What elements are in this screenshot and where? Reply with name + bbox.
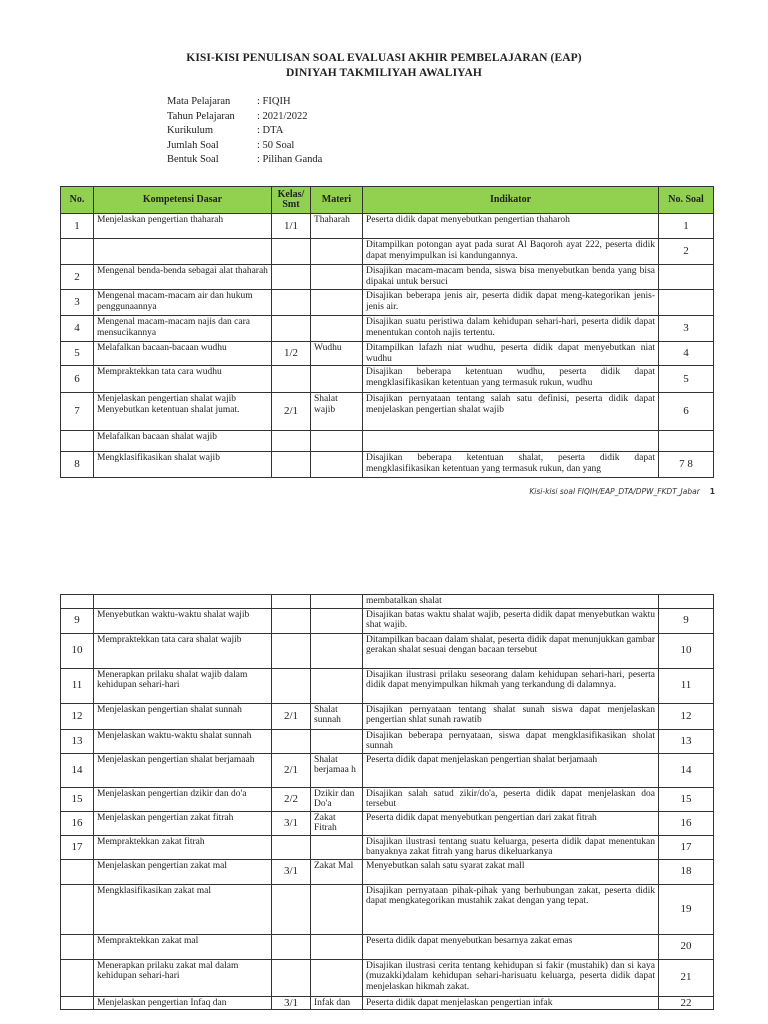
footer-text: Kisi-kisi soal FIQIH/EAP_DTA/DPW_FKDT_Jabar [529,487,700,496]
row-number: 2 [61,265,94,290]
row-number: 11 [61,668,94,703]
document-subtitle: DINIYAH TAKMILIYAH AWALIYAH [286,67,482,79]
indikator-cell: Disajikan ilustrasi prilaku seseorang dalam kehidupan sehari-hari, peserta didik dapat menyimpulkan hikmah yang terkandung di dalamnya. [363,668,659,703]
no-soal-cell: 1 [659,214,714,239]
materi-cell [311,668,363,703]
kelas-smt-cell [272,959,311,996]
no-soal-cell: 4 [659,342,714,366]
kompetensi-dasar-cell [94,239,272,265]
row-number: 8 [61,452,94,478]
kelas-smt-cell [272,835,311,859]
indikator-cell: Disajikan batas waktu shalat wajib, peserta didik dapat menyebutkan waktu shat wajib. [363,608,659,633]
page-number: 1 [709,487,715,496]
row-number [61,859,94,884]
header-no-soal: No. Soal [659,187,714,214]
header-materi: Materi [311,187,363,214]
kelas-smt-cell [272,633,311,668]
kelas-smt-cell [272,729,311,753]
no-soal-cell: 6 [659,393,714,431]
row-number: 13 [61,729,94,753]
info-row [167,95,322,110]
row-number [61,239,94,265]
info-value: : Pilihan Ganda [257,154,323,166]
kelas-smt-cell [272,884,311,934]
materi-cell [311,959,363,996]
kelas-smt-cell [272,608,311,633]
kompetensi-dasar-cell [94,595,272,609]
no-soal-cell: 3 [659,316,714,342]
header-no: No. [61,187,94,214]
indikator-cell: Menyebutkan salah satu syarat zakat mall [363,859,659,884]
materi-cell: Thaharah [311,214,363,239]
kelas-smt-cell: 1/2 [272,342,311,366]
no-soal-cell: 19 [659,884,714,934]
materi-cell [311,835,363,859]
kompetensi-dasar-cell: Mengenal macam-macam najis dan cara mensucikannya [94,316,272,342]
materi-cell [311,884,363,934]
row-number: 9 [61,608,94,633]
kelas-smt-cell [272,934,311,959]
document-title: KISI-KISI PENULISAN SOAL EVALUASI AKHIR PEMBELAJARAN (EAP) [186,52,582,64]
info-row [167,139,322,154]
indikator-cell: Peserta didik dapat menyebutkan pengertian dari zakat fitrah [363,811,659,835]
kompetensi-dasar-cell: Menyebutkan waktu-waktu shalat wajib [94,608,272,633]
kelas-smt-cell [272,595,311,609]
info-label: Kurikulum [167,125,214,137]
indikator-cell: Peserta didik dapat menyebutkan besarnya zakat emas [363,934,659,959]
table-row [61,452,714,478]
materi-cell [311,934,363,959]
info-value: : 2021/2022 [257,110,308,122]
table-row [61,214,714,239]
kompetensi-dasar-cell: Mengenal macam-macam air dan hukum penggunaannya [94,290,272,316]
table-row [61,342,714,366]
kelas-smt-cell: 2/2 [272,787,311,811]
materi-cell [311,316,363,342]
table-row [61,811,714,835]
info-value: : DTA [257,125,284,137]
indikator-cell: Disajikan ilustrasi cerita tentang kehidupan si fakir (mustahik) dan si kaya (muzakki)dalam kehidupan sehari-harisuatu keluarga, peserta didik dapat menjelaskan hikmah zakat. [363,959,659,996]
info-row [167,124,322,139]
kompetensi-dasar-cell: Mengklasifikasikan zakat mal [94,884,272,934]
kompetensi-dasar-cell: Menjelaskan pengertian shalat berjamaah [94,753,272,787]
materi-cell: Dzikir dan Do'a [311,787,363,811]
table-row [61,729,714,753]
kelas-smt-cell [272,452,311,478]
materi-cell: Shalat wajib [311,393,363,431]
indikator-cell: Ditampilkan bacaan dalam shalat, peserta didik dapat menunjukkan gambar gerakan shalat sesuai dengan bacaan tersebut [363,633,659,668]
no-soal-cell: 20 [659,934,714,959]
materi-cell: Shalat berjamaa h [311,753,363,787]
no-soal-cell [659,595,714,609]
indikator-cell: Disajikan ilustrasi tentang suatu keluarga, peserta didik dapat menentukan banyaknya zakat fitrah yang harus dikeluarkanya [363,835,659,859]
row-number: 7 [61,393,94,431]
materi-cell: Zakat Fitrah [311,811,363,835]
header-indikator: Indikator [363,187,659,214]
table-row [61,668,714,703]
materi-cell [311,608,363,633]
no-soal-cell: 22 [659,996,714,1010]
kompetensi-dasar-cell: Melafalkan bacaan shalat wajib [94,431,272,452]
info-row [167,153,322,168]
table-row [61,959,714,996]
no-soal-cell: 14 [659,753,714,787]
kisi-kisi-table-page2 [60,594,714,1010]
kompetensi-dasar-cell: Menjelaskan pengertian thaharah [94,214,272,239]
row-number: 5 [61,342,94,366]
indikator-cell: Disajikan beberapa pernyataan, siswa dapat mengklasifikasikan sholat sunnah [363,729,659,753]
kelas-smt-cell: 3/1 [272,859,311,884]
table-row [61,608,714,633]
kelas-smt-cell: 3/1 [272,996,311,1010]
kelas-smt-cell [272,366,311,393]
kompetensi-dasar-cell: Menerapkan prilaku zakat mal dalam kehidupan sehari-hari [94,959,272,996]
kompetensi-dasar-cell: Menerapkan prilaku shalat wajib dalam kehidupan sehari-hari [94,668,272,703]
materi-cell: Infak dan [311,996,363,1010]
materi-cell [311,366,363,393]
table-row [61,633,714,668]
row-number: 10 [61,633,94,668]
kelas-smt-cell [272,431,311,452]
row-number: 6 [61,366,94,393]
no-soal-cell [659,290,714,316]
indikator-cell: Peserta didik dapat menjelaskan pengertian infak [363,996,659,1010]
kompetensi-dasar-cell: Mempraktekkan zakat fitrah [94,835,272,859]
row-number [61,595,94,609]
materi-cell [311,431,363,452]
kelas-smt-cell [272,668,311,703]
row-number: 17 [61,835,94,859]
row-number: 4 [61,316,94,342]
kompetensi-dasar-cell: Menjelaskan waktu-waktu shalat sunnah [94,729,272,753]
table-row [61,753,714,787]
table-header-row [61,187,714,214]
header-kelas-smt: Kelas/ Smt [272,187,311,214]
no-soal-cell: 11 [659,668,714,703]
row-number: 15 [61,787,94,811]
kelas-smt-cell: 2/1 [272,753,311,787]
materi-cell [311,729,363,753]
indikator-cell: Disajikan pernyataan tentang shalat sunah siswa dapat menjelaskan pengertian shlat sunah rawatib [363,703,659,729]
table-row [61,884,714,934]
page-footer [529,487,715,496]
table-row [61,859,714,884]
table-row [61,316,714,342]
row-number: 14 [61,753,94,787]
indikator-cell: Ditampilkan potongan ayat pada surat Al Baqoroh ayat 222, peserta didik dapat menyimpulkan isi kandungannya. [363,239,659,265]
materi-cell [311,239,363,265]
table-row [61,996,714,1010]
row-number: 1 [61,214,94,239]
kompetensi-dasar-cell: Mempraktekkan zakat mal [94,934,272,959]
materi-cell: Shalat sunnah [311,703,363,729]
no-soal-cell [659,431,714,452]
kompetensi-dasar-cell: Melafalkan bacaan-bacaan wudhu [94,342,272,366]
header-kompetensi-dasar: Kompetensi Dasar [94,187,272,214]
no-soal-cell: 17 [659,835,714,859]
table-row [61,703,714,729]
kompetensi-dasar-cell: Mengklasifikasikan shalat wajib [94,452,272,478]
table-row [61,595,714,609]
table-row [61,934,714,959]
kompetensi-dasar-cell: Mempraktekkan tata cara shalat wajib [94,633,272,668]
info-label: Tahun Pelajaran [167,110,235,122]
row-number: 12 [61,703,94,729]
no-soal-cell: 12 [659,703,714,729]
table-row [61,835,714,859]
indikator-cell: Disajikan salah satud zikir/do'a, peserta didik dapat menjelaskan doa tersebut [363,787,659,811]
kelas-smt-cell [272,290,311,316]
kompetensi-dasar-cell: Menjelaskan pengertian zakat fitrah [94,811,272,835]
kompetensi-dasar-cell: Menjelaskan pengertian zakat mal [94,859,272,884]
row-number [61,431,94,452]
no-soal-cell: 21 [659,959,714,996]
row-number [61,996,94,1010]
indikator-cell: Disajikan beberapa ketentuan wudhu, peserta didik dapat mengklasifikasikan ketentuan yang termasuk rukun, wudhu [363,366,659,393]
row-number: 3 [61,290,94,316]
kelas-smt-cell: 2/1 [272,393,311,431]
indikator-cell: Disajikan pernyataan tentang salah satu definisi, peserta didik dapat menjelaskan pengertian shalat wajib [363,393,659,431]
no-soal-cell: 7 8 [659,452,714,478]
no-soal-cell: 18 [659,859,714,884]
row-number [61,959,94,996]
materi-cell [311,265,363,290]
table-row [61,787,714,811]
info-value: : FIQIH [257,96,291,107]
document-info [167,95,322,168]
table-row [61,366,714,393]
no-soal-cell: 13 [659,729,714,753]
info-label: Bentuk Soal [167,154,219,166]
materi-cell [311,452,363,478]
table-row [61,393,714,431]
kelas-smt-cell: 2/1 [272,703,311,729]
indikator-cell: Disajikan beberapa ketentuan shalat, peserta didik dapat mengklasifikasikan ketentuan yang termasuk rukun, dan yang [363,452,659,478]
materi-cell [311,633,363,668]
table-row [61,265,714,290]
indikator-cell: Disajikan suatu peristiwa dalam kehidupan sehari-hari, peserta didik dapat menentukan contoh najis tertentu. [363,316,659,342]
kelas-smt-cell: 1/1 [272,214,311,239]
kelas-smt-cell [272,265,311,290]
indikator-cell: Disajikan pernyataan pihak-pihak yang berhubungan zakat, peserta didik dapat mengkategorikan mustahik zakat dengan yang tepat. [363,884,659,934]
indikator-cell: Peserta didik dapat menyebutkan pengertian thaharoh [363,214,659,239]
kisi-kisi-table-page1 [60,186,714,478]
materi-cell: Wudhu [311,342,363,366]
materi-cell: Zakat Mal [311,859,363,884]
no-soal-cell: 2 [659,239,714,265]
table-row [61,431,714,452]
kompetensi-dasar-cell: Menjelaskan pengertian Infaq dan [94,996,272,1010]
materi-cell [311,290,363,316]
kelas-smt-cell: 3/1 [272,811,311,835]
info-value: : 50 Soal [257,139,295,151]
table-row [61,239,714,265]
row-number: 16 [61,811,94,835]
no-soal-cell: 5 [659,366,714,393]
no-soal-cell: 9 [659,608,714,633]
indikator-cell: Peserta didik dapat menjelaskan pengertian shalat berjamaah [363,753,659,787]
kompetensi-dasar-cell: Mengenal benda-benda sebagai alat thaharah [94,265,272,290]
kelas-smt-cell [272,316,311,342]
indikator-cell: Ditampilkan lafazh niat wudhu, peserta didik dapat menyebutkan niat wudhu [363,342,659,366]
no-soal-cell [659,265,714,290]
no-soal-cell: 15 [659,787,714,811]
no-soal-cell: 10 [659,633,714,668]
kompetensi-dasar-cell: Menjelaskan pengertian shalat wajib Menyebutkan ketentuan shalat jumat. [94,393,272,431]
kompetensi-dasar-cell: Menjelaskan pengertian shalat sunnah [94,703,272,729]
row-number [61,884,94,934]
kompetensi-dasar-cell: Menjelaskan pengertian dzikir dan do'a [94,787,272,811]
materi-cell [311,595,363,609]
row-number [61,934,94,959]
indikator-cell: membatalkan shalat [363,595,659,609]
indikator-cell [363,431,659,452]
no-soal-cell: 16 [659,811,714,835]
kompetensi-dasar-cell: Mempraktekkan tata cara wudhu [94,366,272,393]
table-row [61,290,714,316]
info-label: Mata Pelajaran [167,96,231,107]
indikator-cell: Disajikan macam-macam benda, siswa bisa menyebutkan benda yang bisa dipakai untuk bersuci [363,265,659,290]
info-row [167,110,322,125]
info-label: Jumlah Soal [167,139,219,151]
indikator-cell: Disajikan beberapa jenis air, peserta didik dapat meng-kategorikan jenis-jenis air. [363,290,659,316]
kelas-smt-cell [272,239,311,265]
